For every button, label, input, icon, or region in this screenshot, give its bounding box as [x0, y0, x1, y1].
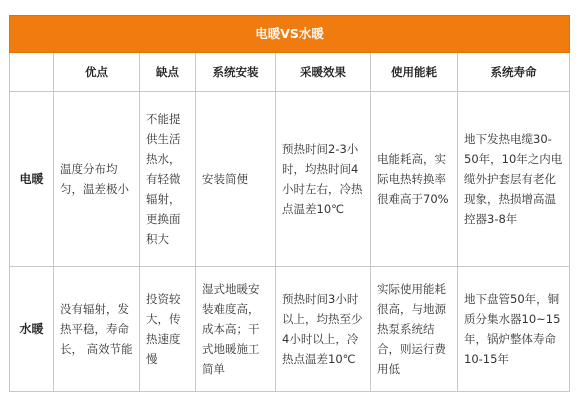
- table-row: [10, 267, 570, 392]
- row-label-water: 水暖: [10, 267, 54, 392]
- cell-electric-disadvantages: 不能提供生活热水，有轻微辐射，更换面积大: [140, 92, 196, 267]
- header-row: [10, 53, 570, 92]
- cell-electric-installation: 安装简便: [196, 92, 276, 267]
- header-advantages: 优点: [54, 53, 140, 92]
- header-energy-consumption: 使用能耗: [371, 53, 458, 92]
- cell-water-heating-effect: 预热时间3小时以上，均热至少4小时以上，冷热点温差10℃: [276, 267, 371, 392]
- cell-electric-advantages: 温度分布均匀，温差极小: [54, 92, 140, 267]
- cell-electric-energy: 电能耗高，实际电热转换率很难高于70%: [371, 92, 458, 267]
- header-installation: 系统安装: [196, 53, 276, 92]
- row-label-electric: 电暖: [10, 92, 54, 267]
- cell-water-disadvantages: 投资较大，传热速度慢: [140, 267, 196, 392]
- cell-water-advantages: 没有辐射，发热平稳，寿命长， 高效节能: [54, 267, 140, 392]
- cell-water-installation: 湿式地暖安装难度高，成本高；干式地暖施工简单: [196, 267, 276, 392]
- cell-water-lifespan: 地下盘管50年，铜质分集水器10~15年，锅炉整体寿命10-15年: [458, 267, 570, 392]
- header-empty: [10, 53, 54, 92]
- comparison-table: [9, 15, 570, 392]
- table-row: [10, 92, 570, 267]
- cell-electric-heating-effect: 预热时间2-3小时，均热时间4小时左右，冷热点温差10℃: [276, 92, 371, 267]
- cell-electric-lifespan: 地下发热电缆30-50年，10年之内电缆外护套层有老化现象，热损增高温控器3-8年: [458, 92, 570, 267]
- title-row: [10, 16, 570, 53]
- table-title: 电暖VS水暖: [10, 16, 570, 53]
- comparison-table-container: [9, 15, 569, 392]
- header-heating-effect: 采暖效果: [276, 53, 371, 92]
- header-disadvantages: 缺点: [140, 53, 196, 92]
- cell-water-energy: 实际使用能耗很高，与地源热泵系统结合，则运行费用低: [371, 267, 458, 392]
- header-system-lifespan: 系统寿命: [458, 53, 570, 92]
